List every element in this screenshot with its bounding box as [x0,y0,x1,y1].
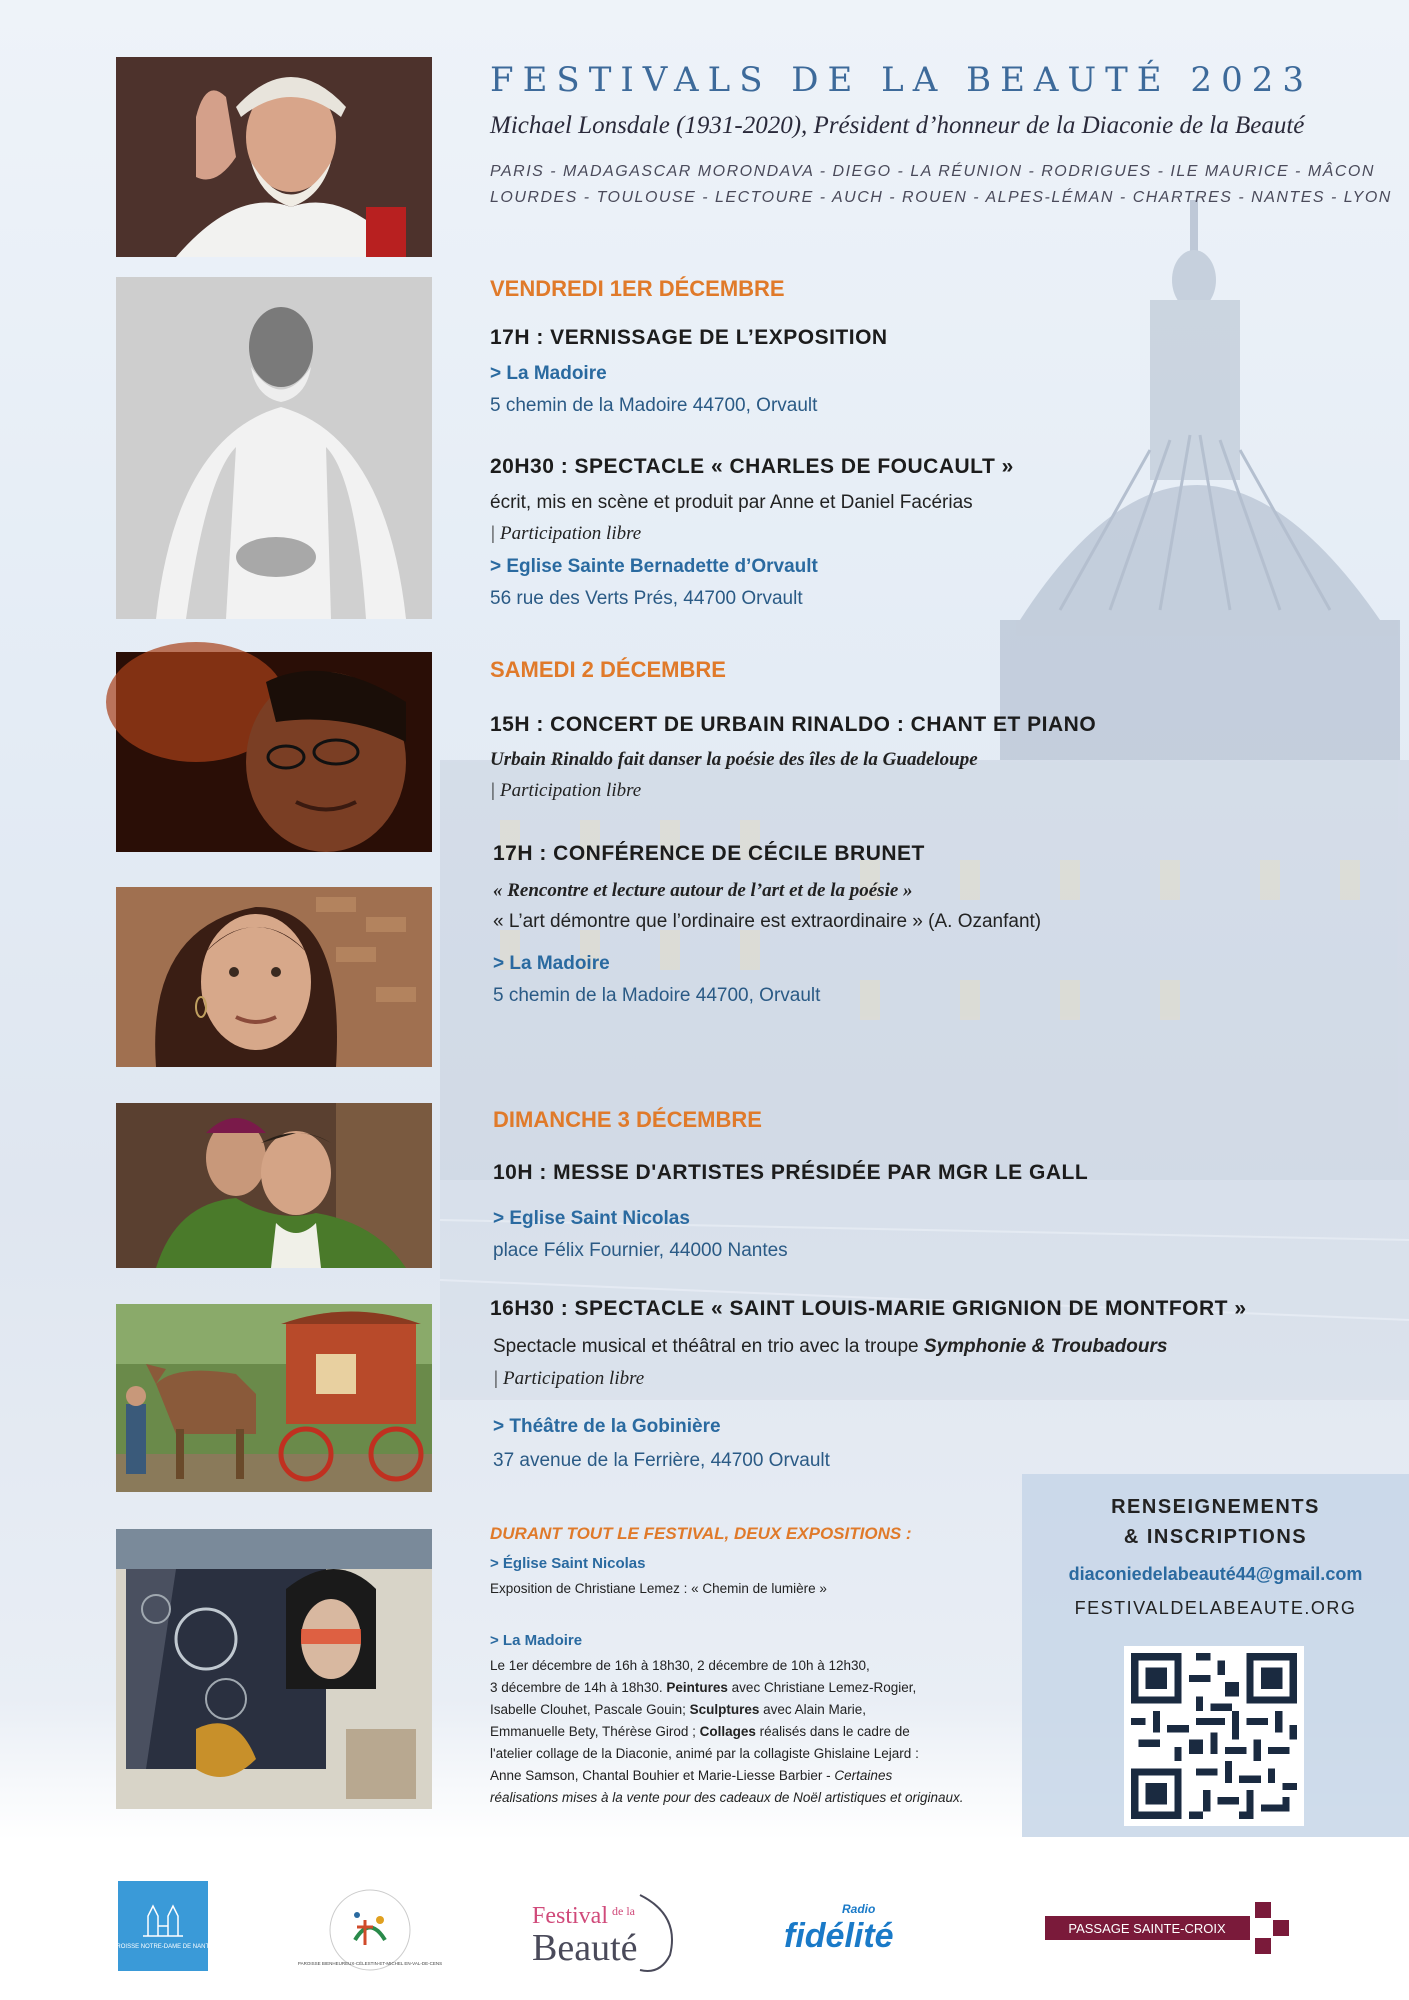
radio-fidelite-graphic [780,1895,930,1965]
event-quote: « L’art démontre que l’ordinaire est extraordinaire » (A. Ozanfant) [493,911,1042,932]
event-description: « Rencontre et lecture autour de l’art et de la poésie » [493,880,913,901]
event-participation: | Participation libre [493,1368,645,1389]
photo-collage-exposition [116,1529,432,1809]
event-location: > Eglise Saint Nicolas [493,1208,690,1229]
day-heading-saturday: SAMEDI 2 DÉCEMBRE [490,657,726,682]
event-description [490,749,978,771]
event-participation: | Participation libre [490,523,642,544]
photo-spectacle-montfort [116,1304,432,1492]
contact-email-link[interactable]: diaconiedelabeauté44@gmail.com [1068,1564,1363,1584]
event-description-text: Urbain Rinaldo fait danser la poésie des îles de la Guadeloupe [490,749,978,770]
cities-line-2: LOURDES - TOULOUSE - LECTOURE - AUCH - ROUEN - ALPES-LÉMAN - CHARTRES - NANTES - LYON [490,189,1392,206]
event-address: 5 chemin de la Madoire 44700, Orvault [493,985,821,1006]
logo-beaute-word: Beauté [532,1927,638,1969]
expositions-heading: DURANT TOUT LE FESTIVAL, DEUX EXPOSITIONS : [490,1524,912,1543]
day-heading-sunday: DIMANCHE 3 DÉCEMBRE [493,1107,762,1132]
event-location: > Théâtre de la Gobinière [493,1416,721,1437]
expo-location: > Église Saint Nicolas [490,1555,646,1572]
logo-festival-word: Festival [532,1903,608,1929]
event-description: écrit, mis en scène et produit par Anne et Daniel Facérias [490,492,973,513]
logo-passage-sainte-croix[interactable] [1045,1900,1305,1960]
qr-code-graphic [1124,1646,1304,1826]
event-description-text: Spectacle musical et théâtral en trio avec la troupe [493,1336,919,1357]
logo-paroisse-en-val-de-cens[interactable] [297,1885,443,1975]
expo-location: > La Madoire [490,1632,583,1649]
logo-text: PASSAGE SAINTE-CROIX [1068,1921,1226,1936]
day-heading-friday: VENDREDI 1ER DÉCEMBRE [490,276,785,301]
photo-mgr-le-gall [116,1103,432,1268]
passage-sainte-croix-graphic [1045,1900,1305,1960]
info-box [1022,1474,1409,1837]
website-link[interactable]: FESTIVALDELABEAUTE.ORG [1074,1598,1357,1618]
info-title-2: & INSCRIPTIONS [1123,1526,1308,1548]
expo-line: Anne Samson, Chantal Bouhier et Marie-Liesse Barbier - Certaines [490,1768,893,1783]
logo-radio-fidelite[interactable] [780,1895,930,1965]
event-description [493,1336,1167,1358]
logo-paroisse-notre-dame[interactable] [108,1881,218,1971]
photo-cecile-brunet [116,887,432,1067]
dome-background-image [1000,200,1400,760]
page-title: FESTIVALS DE LA BEAUTÉ 2023 [490,60,1313,100]
info-title-1: RENSEIGNEMENTS [1111,1496,1320,1518]
parish-circle-icon [297,1885,443,1975]
event-title: 15H : CONCERT DE URBAIN RINALDO : CHANT ET PIANO [490,713,1097,736]
event-title: 17H : CONFÉRENCE DE CÉCILE BRUNET [493,842,925,865]
event-address: 5 chemin de la Madoire 44700, Orvault [490,395,818,416]
cathedral-icon [108,1881,218,1971]
cities-line-1: PARIS - MADAGASCAR MORONDAVA - DIEGO - LA RÉUNION - RODRIGUES - ILE MAURICE - MÂCON [490,163,1375,180]
expo-line: Emmanuelle Bety, Thérèse Girod ; Collages réalisés dans le cadre de [490,1724,910,1739]
event-participation: | Participation libre [490,780,642,801]
page-subtitle: Michael Lonsdale (1931-2020), Président d’honneur de la Diaconie de la Beauté [490,112,1305,139]
expo-line: 3 décembre de 14h à 18h30. Peintures avec Christiane Lemez-Rogier, [490,1680,917,1695]
photo-charles-de-foucauld [116,277,432,619]
festival-logo-graphic [530,1875,690,1985]
logo-radio-word: Radio [842,1902,876,1916]
event-address: place Félix Fournier, 44000 Nantes [493,1240,788,1261]
footer-logos [0,1855,1409,2000]
qr-code[interactable] [1124,1646,1304,1826]
event-location: > La Madoire [490,363,607,384]
event-location: > La Madoire [493,953,610,974]
event-address: 37 avenue de la Ferrière, 44700 Orvault [493,1450,830,1471]
expo-text: Exposition de Christiane Lemez : « Chemin de lumière » [490,1581,827,1596]
photo-urbain-rinaldo [116,652,432,852]
logo-dela-word: de la [612,1904,635,1918]
logo-fidelite-word: fidélité [784,1917,894,1955]
event-title: 16H30 : SPECTACLE « SAINT LOUIS-MARIE GRIGNION DE MONTFORT » [490,1297,1247,1320]
expo-details [490,1655,1020,1809]
event-title: 20H30 : SPECTACLE « CHARLES DE FOUCAULT » [490,455,1014,478]
logo-festival-de-la-beaute[interactable] [530,1875,690,1985]
expo-line: réalisations mises à la vente pour des cadeaux de Noël artistiques et originaux. [490,1790,964,1805]
event-location: > Eglise Sainte Bernadette d’Orvault [490,556,818,577]
troupe-name: Symphonie & Troubadours [923,1336,1168,1357]
expo-line: Isabelle Clouhet, Pascale Gouin; Sculptures avec Alain Marie, [490,1702,866,1717]
photo-michael-lonsdale [116,57,432,257]
buildings-background-image [440,700,1409,1400]
expo-line: Le 1er décembre de 16h à 18h30, 2 décembre de 10h à 12h30, [490,1658,870,1673]
event-address: 56 rue des Verts Prés, 44700 Orvault [490,588,803,609]
expo-line: l'atelier collage de la Diaconie, animé par la collagiste Ghislaine Lejard : [490,1746,919,1761]
event-title: 17H : VERNISSAGE DE L’EXPOSITION [490,326,888,349]
logo-text: PAROISSE NOTRE-DAME DE NANTES [108,1944,218,1950]
event-title: 10H : MESSE D'ARTISTES PRÉSIDÉE PAR MGR LE GALL [493,1161,1089,1184]
logo-text: PAROISSE BIENHEUREUX-CÉLESTIN-ET-MICHEL EN-VAL-DE-CENS [297,1961,443,1966]
